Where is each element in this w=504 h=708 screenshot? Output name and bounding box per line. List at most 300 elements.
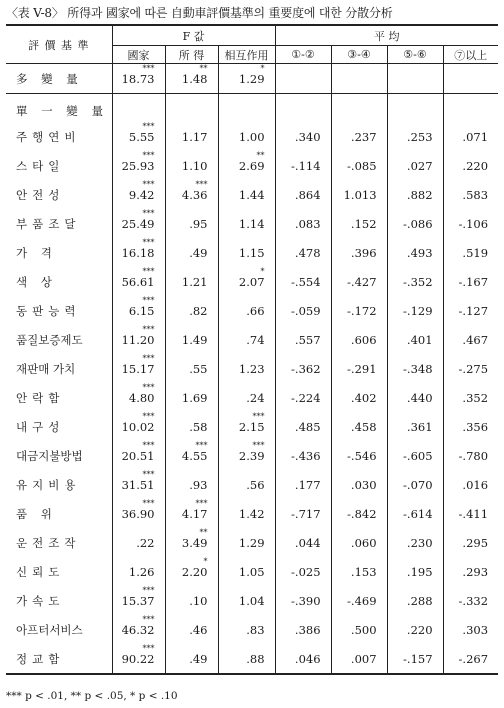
- income-f-cell: [165, 500, 218, 529]
- table-row: [6, 558, 498, 587]
- mean-1-2-cell: [275, 152, 331, 181]
- table-row: [6, 616, 498, 645]
- value-text: .22: [136, 536, 155, 550]
- cell-value: [295, 420, 321, 434]
- cell-value: [347, 275, 377, 289]
- value-text: -.605: [403, 449, 433, 463]
- row-label: 가속도: [16, 594, 65, 608]
- table-row: [6, 500, 498, 529]
- col-header-country: 國家: [112, 46, 165, 64]
- significance-stars: ***: [142, 354, 155, 363]
- value-text: .46: [189, 623, 208, 637]
- cell-value: [407, 130, 433, 144]
- table-row: [6, 384, 498, 413]
- value-text: .230: [406, 536, 433, 550]
- income-f-cell: [165, 181, 218, 210]
- cell-value: [407, 188, 433, 202]
- value-text: -.348: [403, 362, 433, 376]
- value-text: 25.93: [121, 159, 155, 173]
- mean-5-6-cell: [387, 210, 443, 239]
- value-text: .177: [294, 478, 321, 492]
- cell-value: [121, 325, 155, 347]
- country-f-cell: [112, 384, 165, 413]
- significance-footnote: *** p < .01, ** p < .05, * p < .10: [6, 690, 178, 702]
- value-text: .361: [406, 420, 433, 434]
- cell-value: [462, 536, 488, 550]
- value-text: .485: [294, 420, 321, 434]
- cell-value: [246, 333, 264, 347]
- row-label: 운전조작: [16, 536, 81, 550]
- value-text: -.291: [347, 362, 377, 376]
- cell-value: [403, 275, 433, 289]
- mean-7-plus-cell: [443, 355, 498, 384]
- value-text: .10: [189, 594, 208, 608]
- country-f-cell: [112, 297, 165, 326]
- value-text: 90.22: [121, 651, 155, 666]
- cell-value: [182, 130, 208, 144]
- interaction-f-cell: [218, 529, 275, 558]
- cell-value: [347, 362, 377, 376]
- value-text: 10.02: [121, 420, 155, 434]
- cell-value: [351, 246, 377, 260]
- country-f-cell: [112, 268, 165, 297]
- row-label: 주행연비: [16, 130, 81, 144]
- mean-5-6-cell: [387, 500, 443, 529]
- cell-value: [407, 536, 433, 550]
- value-text: .606: [350, 333, 377, 347]
- row-label: 유지비용: [16, 478, 81, 492]
- mean-7-plus-cell: [443, 123, 498, 152]
- mean-7-plus-cell: [443, 500, 498, 529]
- country-f-cell: [112, 500, 165, 529]
- mean-5-6-cell: [387, 239, 443, 268]
- value-text: .467: [462, 333, 489, 347]
- interaction-f-cell: [218, 413, 275, 442]
- empty-cell: [443, 94, 498, 123]
- value-text: -.167: [458, 275, 489, 289]
- value-text: 4.17: [181, 507, 208, 521]
- cell-value: [295, 536, 321, 550]
- country-f-cell: [112, 558, 165, 587]
- income-f-cell: [165, 616, 218, 645]
- cell-value: [239, 217, 265, 231]
- cell-value: [462, 333, 488, 347]
- cell-value: [295, 333, 321, 347]
- cell-value: [347, 507, 377, 521]
- significance-stars: ***: [142, 151, 155, 160]
- cell-value: [129, 565, 155, 579]
- income-f-cell: [165, 355, 218, 384]
- mean-5-6-cell: [387, 123, 443, 152]
- cell-value: [347, 304, 377, 318]
- value-text: -.546: [347, 449, 377, 463]
- cell-value: [459, 594, 489, 608]
- cell-value: [351, 217, 377, 231]
- cell-value: [351, 536, 377, 550]
- cell-value: [459, 362, 489, 376]
- income-f-cell: [165, 587, 218, 616]
- significance-stars: ***: [142, 238, 155, 247]
- cell-value: [121, 238, 155, 260]
- value-text: .237: [350, 130, 377, 144]
- value-text: 4.80: [128, 391, 155, 405]
- value-text: -.390: [291, 594, 321, 608]
- significance-stars: ***: [142, 180, 155, 189]
- value-text: .386: [294, 623, 321, 637]
- cell-value: [459, 304, 489, 318]
- value-text: 1.05: [238, 565, 265, 579]
- cell-value: [121, 63, 155, 86]
- cell-value: [459, 449, 489, 463]
- significance-stars: ***: [195, 441, 208, 450]
- cell-value: [403, 507, 433, 521]
- mean-7-plus-cell: [443, 384, 498, 413]
- row-label: 부품조달: [16, 217, 81, 231]
- country-f-cell: [112, 239, 165, 268]
- cell-value: [121, 209, 155, 231]
- table-row: [6, 355, 498, 384]
- cell-value: [189, 594, 207, 608]
- cell-value: [407, 333, 433, 347]
- value-text: -.554: [291, 275, 321, 289]
- significance-stars: ***: [142, 296, 155, 305]
- cell-value: [181, 557, 208, 579]
- significance-stars: ***: [252, 412, 265, 421]
- income-f-cell: [165, 442, 218, 471]
- col-header-interaction: 相互作用: [218, 46, 275, 64]
- empty-cell: [112, 94, 165, 123]
- country-f-cell: [112, 326, 165, 355]
- cell-value: [182, 391, 208, 405]
- value-text: 15.17: [121, 362, 155, 376]
- cell-value: [403, 217, 433, 231]
- mean-7-plus-cell: [443, 645, 498, 674]
- table-row: [6, 645, 498, 674]
- mean-5-6-cell: [387, 64, 443, 94]
- cell-value: [238, 151, 265, 173]
- cell-value: [291, 275, 321, 289]
- value-text: 5.55: [128, 130, 155, 144]
- cell-value: [121, 643, 155, 666]
- value-text: -.106: [458, 217, 489, 231]
- value-text: .016: [462, 478, 489, 492]
- cell-value: [344, 188, 377, 202]
- mean-1-2-cell: [275, 123, 331, 152]
- value-text: .030: [350, 478, 377, 492]
- cell-value: [291, 391, 321, 405]
- value-text: .153: [350, 565, 377, 579]
- value-text: .440: [406, 391, 433, 405]
- cell-value: [459, 275, 489, 289]
- row-label: 스타일: [16, 159, 65, 173]
- value-text: -.114: [291, 159, 321, 173]
- interaction-f-cell: [218, 558, 275, 587]
- value-text: 1.10: [181, 159, 208, 173]
- significance-stars: ***: [142, 615, 155, 624]
- col-header-income-1-2: ①-②: [275, 46, 331, 64]
- value-text: .356: [462, 420, 489, 434]
- mean-5-6-cell: [387, 384, 443, 413]
- value-text: .027: [406, 159, 433, 173]
- cell-value: [189, 478, 207, 492]
- value-text: -.352: [403, 275, 433, 289]
- mean-5-6-cell: [387, 587, 443, 616]
- value-text: .583: [462, 188, 489, 202]
- mean-3-4-cell: [331, 529, 387, 558]
- value-text: -.275: [458, 362, 489, 376]
- row-label: 품질보증제도: [16, 333, 83, 347]
- mean-1-2-cell: [275, 529, 331, 558]
- row-label: 가 격: [16, 246, 57, 260]
- mean-5-6-cell: [387, 326, 443, 355]
- value-text: .500: [350, 623, 377, 637]
- value-text: 1.29: [238, 71, 265, 86]
- section-label: 單 一 變 量: [16, 104, 108, 119]
- value-text: .95: [189, 217, 208, 231]
- col-header-income-3-4: ③-④: [331, 46, 387, 64]
- mean-5-6-cell: [387, 442, 443, 471]
- mean-1-2-cell: [275, 616, 331, 645]
- cell-value: [351, 652, 377, 666]
- mean-3-4-cell: [331, 123, 387, 152]
- f-value-group-header: F 값: [112, 25, 275, 46]
- income-f-cell: [165, 413, 218, 442]
- cell-value: [291, 304, 321, 318]
- value-text: -.224: [291, 391, 321, 405]
- significance-stars: **: [199, 528, 208, 537]
- value-text: 18.73: [121, 71, 155, 86]
- value-text: 36.90: [121, 507, 155, 521]
- row-label: 多 變 量: [6, 64, 112, 94]
- value-text: 1.44: [238, 188, 265, 202]
- significance-stars: **: [256, 151, 265, 160]
- value-text: -.614: [403, 507, 433, 521]
- univariate-section-row: [6, 94, 498, 123]
- cell-value: [403, 449, 433, 463]
- mean-5-6-cell: [387, 355, 443, 384]
- table-body: [6, 64, 498, 674]
- empty-cell: [387, 94, 443, 123]
- value-text: .293: [462, 565, 489, 579]
- significance-stars: ***: [142, 383, 155, 392]
- cell-value: [128, 296, 155, 318]
- value-text: -.780: [458, 449, 489, 463]
- country-f-cell: [112, 181, 165, 210]
- value-text: 2.15: [238, 420, 265, 434]
- cell-value: [295, 130, 321, 144]
- value-text: -.427: [347, 275, 377, 289]
- value-text: -.332: [458, 594, 489, 608]
- mean-7-plus-cell: [443, 558, 498, 587]
- cell-value: [189, 652, 207, 666]
- cell-value: [182, 159, 208, 173]
- mean-3-4-cell: [331, 558, 387, 587]
- table-row: [6, 297, 498, 326]
- income-f-cell: [165, 268, 218, 297]
- value-text: 56.61: [121, 275, 155, 289]
- cell-value: [462, 623, 488, 637]
- cell-value: [189, 362, 207, 376]
- value-text: 3.49: [181, 536, 208, 550]
- mean-7-plus-cell: [443, 442, 498, 471]
- mean-3-4-cell: [331, 239, 387, 268]
- cell-value: [181, 441, 208, 463]
- cell-value: [459, 217, 489, 231]
- value-text: .24: [246, 391, 265, 405]
- cell-value: [462, 246, 488, 260]
- value-text: 20.51: [121, 449, 155, 463]
- mean-3-4-cell: [331, 64, 387, 94]
- cell-value: [238, 267, 265, 289]
- interaction-f-cell: [218, 326, 275, 355]
- cell-value: [459, 507, 489, 521]
- cell-value: [403, 362, 433, 376]
- mean-7-plus-cell: [443, 297, 498, 326]
- cell-value: [128, 180, 155, 202]
- mean-7-plus-cell: [443, 181, 498, 210]
- row-label: 내구성: [16, 420, 65, 434]
- mean-1-2-cell: [275, 210, 331, 239]
- significance-stars: ***: [142, 470, 155, 479]
- interaction-f-cell: [218, 268, 275, 297]
- criterion-header: 評 價 基 準: [6, 25, 112, 64]
- value-text: 1.04: [238, 594, 265, 608]
- value-text: 1.48: [181, 71, 208, 86]
- cell-value: [407, 391, 433, 405]
- mean-3-4-cell: [331, 587, 387, 616]
- mean-3-4-cell: [331, 181, 387, 210]
- row-label: 안전성: [16, 188, 65, 202]
- mean-7-plus-cell: [443, 616, 498, 645]
- cell-value: [182, 333, 208, 347]
- cell-value: [246, 304, 264, 318]
- cell-value: [238, 412, 265, 434]
- significance-stars: **: [199, 63, 208, 73]
- cell-value: [295, 246, 321, 260]
- cell-value: [181, 63, 208, 86]
- cell-value: [128, 383, 155, 405]
- value-text: 2.20: [181, 565, 208, 579]
- significance-stars: ***: [142, 586, 155, 595]
- interaction-f-cell: [218, 297, 275, 326]
- value-text: -.085: [347, 159, 377, 173]
- value-text: .49: [189, 246, 208, 260]
- cell-value: [121, 470, 155, 492]
- mean-7-plus-cell: [443, 413, 498, 442]
- mean-1-2-cell: [275, 268, 331, 297]
- cell-value: [407, 623, 433, 637]
- value-text: .195: [406, 565, 433, 579]
- cell-value: [459, 652, 489, 666]
- value-text: 1.26: [128, 565, 155, 579]
- cell-value: [291, 449, 321, 463]
- mean-1-2-cell: [275, 297, 331, 326]
- mean-5-6-cell: [387, 297, 443, 326]
- value-text: 31.51: [121, 478, 155, 492]
- value-text: .083: [294, 217, 321, 231]
- mean-5-6-cell: [387, 529, 443, 558]
- row-label: 신뢰도: [16, 565, 65, 579]
- value-text: 2.07: [238, 275, 265, 289]
- mean-7-plus-cell: [443, 210, 498, 239]
- significance-stars: ***: [142, 122, 155, 131]
- value-text: -.172: [347, 304, 377, 318]
- mean-7-plus-cell: [443, 64, 498, 94]
- mean-3-4-cell: [331, 210, 387, 239]
- value-text: -.362: [291, 362, 321, 376]
- mean-7-plus-cell: [443, 529, 498, 558]
- col-header-income-7-plus: ⑦以上: [443, 46, 498, 64]
- mean-1-2-cell: [275, 413, 331, 442]
- value-text: 1.49: [181, 333, 208, 347]
- mean-7-plus-cell: [443, 471, 498, 500]
- income-f-cell: [165, 645, 218, 674]
- value-text: -.267: [458, 651, 489, 666]
- mean-5-6-cell: [387, 616, 443, 645]
- mean-5-6-cell: [387, 413, 443, 442]
- cell-value: [462, 391, 488, 405]
- significance-stars: *: [203, 557, 208, 566]
- mean-1-2-cell: [275, 326, 331, 355]
- anova-table: [6, 24, 498, 675]
- cell-value: [295, 217, 321, 231]
- table-row: [6, 326, 498, 355]
- cell-value: [121, 499, 155, 521]
- significance-stars: ***: [142, 643, 155, 653]
- cell-value: [181, 180, 208, 202]
- significance-stars: *: [260, 63, 265, 73]
- table-row: [6, 239, 498, 268]
- mean-1-2-cell: [275, 181, 331, 210]
- value-text: -.469: [347, 594, 377, 608]
- income-f-cell: [165, 471, 218, 500]
- row-label: 안락함: [16, 391, 65, 405]
- country-f-cell: [112, 413, 165, 442]
- header-row-1: [6, 25, 498, 46]
- value-text: -.059: [291, 304, 321, 318]
- mean-1-2-cell: [275, 471, 331, 500]
- mean-7-plus-cell: [443, 239, 498, 268]
- cell-value: [182, 275, 208, 289]
- value-text: .220: [462, 159, 489, 173]
- mean-3-4-cell: [331, 471, 387, 500]
- value-text: .396: [350, 246, 377, 260]
- cell-value: [351, 391, 377, 405]
- mean-5-6-cell: [387, 645, 443, 674]
- cell-value: [181, 499, 208, 521]
- multivariate-row: [6, 64, 498, 94]
- significance-stars: ***: [252, 441, 265, 450]
- income-f-cell: [165, 384, 218, 413]
- value-text: -.070: [403, 478, 433, 492]
- value-text: .220: [406, 623, 433, 637]
- value-text: -.717: [291, 507, 321, 521]
- significance-stars: ***: [142, 412, 155, 421]
- cell-value: [347, 594, 377, 608]
- interaction-f-cell: [218, 210, 275, 239]
- cell-value: [121, 151, 155, 173]
- mean-7-plus-cell: [443, 326, 498, 355]
- cell-value: [246, 652, 264, 666]
- value-text: -.086: [403, 217, 433, 231]
- significance-stars: ***: [142, 209, 155, 218]
- cell-value: [291, 565, 321, 579]
- income-f-cell: [165, 210, 218, 239]
- significance-stars: ***: [142, 267, 155, 276]
- empty-cell: [218, 94, 275, 123]
- value-text: .519: [462, 246, 489, 260]
- mean-1-2-cell: [275, 645, 331, 674]
